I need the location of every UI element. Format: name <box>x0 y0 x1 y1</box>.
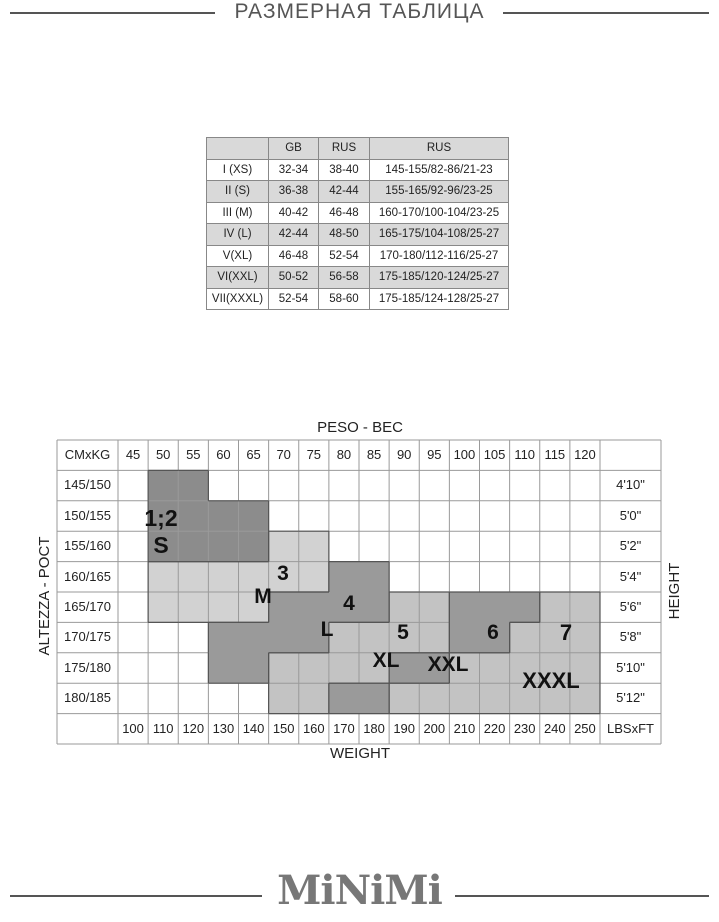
lbs-tick-label: 130 <box>212 720 235 736</box>
kg-tick-label: 70 <box>276 447 291 462</box>
ft-tick-label: 5'12" <box>616 690 645 706</box>
ft-tick-label: 5'4" <box>619 568 642 584</box>
ft-tick-label: 5'2" <box>619 538 642 554</box>
size-table-cell: 46-48 <box>269 245 319 267</box>
size-table-header-cell: RUS <box>370 138 509 160</box>
lbs-tick-label: 140 <box>242 720 265 736</box>
cm-tick-label: 155/160 <box>64 538 111 554</box>
lbs-tick-label: 220 <box>483 720 506 736</box>
lbs-tick-label: 150 <box>272 720 295 736</box>
size-table-cell: 36-38 <box>269 181 319 203</box>
ft-tick-label: 5'6" <box>619 599 642 614</box>
kg-tick-label: 75 <box>306 447 322 462</box>
size-table-cell: 42-44 <box>269 224 319 246</box>
size-table-cell: 56-58 <box>319 267 370 289</box>
kg-tick-label: 85 <box>366 447 382 462</box>
size-table-cell: 32-34 <box>269 159 319 181</box>
x-axis-label: WEIGHT <box>330 745 390 762</box>
size-zone-name: XXL <box>427 653 469 676</box>
chart-title: PESO - BEC <box>317 419 403 436</box>
size-table-cell: 52-54 <box>269 288 319 310</box>
corner-label-cmxkg: CMxKG <box>64 447 111 462</box>
size-table-cell: 170-180/112-116/25-27 <box>370 245 509 267</box>
size-table-cell: 165-175/104-108/25-27 <box>370 224 509 246</box>
size-table-cell: III (M) <box>207 202 269 224</box>
ft-tick-label: 5'0" <box>619 507 642 523</box>
lbs-tick-label: 120 <box>182 720 205 736</box>
kg-tick-label: 100 <box>453 447 476 462</box>
lbs-tick-label: 180 <box>363 720 385 736</box>
lbs-tick-label: 110 <box>152 720 174 736</box>
size-table-cell: VI(XXL) <box>207 267 269 289</box>
kg-tick-label: 80 <box>336 447 352 462</box>
cm-tick-label: 165/170 <box>64 599 111 614</box>
kg-tick-label: 60 <box>216 447 231 462</box>
corner-label-lbsxft: LBSxFT <box>607 720 654 736</box>
kg-tick-label: 120 <box>574 447 596 462</box>
size-zone-name: L <box>320 618 334 641</box>
kg-tick-label: 95 <box>427 447 442 462</box>
size-table-cell: V(XL) <box>207 245 269 267</box>
size-zone-number: 4 <box>343 592 355 615</box>
size-zone-number: 5 <box>397 621 409 644</box>
kg-tick-label: 65 <box>246 447 261 462</box>
size-table-cell: 46-48 <box>319 202 370 224</box>
size-table-cell: 155-165/92-96/23-25 <box>370 181 509 203</box>
cm-tick-label: 145/150 <box>64 477 111 493</box>
size-table-cell: VII(XXXL) <box>207 288 269 310</box>
lbs-tick-label: 200 <box>423 720 446 736</box>
lbs-tick-label: 170 <box>333 720 355 736</box>
cm-tick-label: 150/155 <box>64 507 111 523</box>
brand-logo: MiNiMi <box>277 867 442 914</box>
size-zone-number: 3 <box>277 562 289 585</box>
cm-tick-label: 180/185 <box>64 690 111 706</box>
size-table-header-cell: RUS <box>319 138 370 160</box>
page-title: РАЗМЕРНАЯ ТАБЛИЦА <box>234 0 485 23</box>
kg-tick-label: 110 <box>514 447 536 462</box>
ft-tick-label: 4'10" <box>616 477 645 493</box>
size-zone-name: M <box>254 585 272 608</box>
lbs-tick-label: 230 <box>513 720 536 736</box>
kg-tick-label: 50 <box>155 447 171 462</box>
lbs-tick-label: 100 <box>122 720 144 736</box>
size-zone-name: XXXL <box>522 668 580 693</box>
size-table-cell: 38-40 <box>319 159 370 181</box>
size-table-cell: 175-185/124-128/25-27 <box>370 288 509 310</box>
size-table-cell: II (S) <box>207 181 269 203</box>
size-zone-5 <box>449 592 539 622</box>
size-zone-name: XL <box>372 649 400 672</box>
kg-tick-label: 90 <box>396 447 412 462</box>
kg-tick-label: 55 <box>186 447 201 462</box>
size-table-cell: I (XS) <box>207 159 269 181</box>
lbs-tick-label: 190 <box>393 720 416 736</box>
size-table-header-cell: GB <box>269 138 319 160</box>
ft-tick-label: 5'10" <box>616 659 645 675</box>
size-table-cell: 58-60 <box>319 288 370 310</box>
y-axis-label-left: ALTEZZA - POCT <box>36 536 53 656</box>
ft-tick-label: 5'8" <box>619 629 642 645</box>
size-zone-number: 7 <box>559 620 573 645</box>
size-table-cell: 175-185/120-124/25-27 <box>370 267 509 289</box>
size-table-cell: 40-42 <box>269 202 319 224</box>
kg-tick-label: 105 <box>483 447 506 462</box>
lbs-tick-label: 210 <box>453 720 476 736</box>
lbs-tick-label: 240 <box>543 720 566 736</box>
lbs-tick-label: 250 <box>574 720 596 736</box>
size-table-cell: 50-52 <box>269 267 319 289</box>
lbs-tick-label: 160 <box>302 720 325 736</box>
size-zone-name: S <box>153 532 169 558</box>
size-table-cell: 160-170/100-104/23-25 <box>370 202 509 224</box>
kg-tick-label: 45 <box>125 447 141 462</box>
size-table-cell: 52-54 <box>319 245 370 267</box>
size-zone-number: 6 <box>487 621 499 644</box>
y-axis-label-right: HEIGHT <box>666 562 683 620</box>
cm-tick-label: 160/165 <box>64 568 111 584</box>
size-table-cell: 145-155/82-86/21-23 <box>370 159 509 181</box>
cm-tick-label: 170/175 <box>64 629 111 645</box>
cm-tick-label: 175/180 <box>64 659 111 675</box>
footer-line-right <box>455 895 709 897</box>
size-table-cell: 48-50 <box>319 224 370 246</box>
kg-tick-label: 115 <box>544 447 566 462</box>
size-table-cell: IV (L) <box>207 224 269 246</box>
size-table-cell: 42-44 <box>319 181 370 203</box>
size-zone-number: 1;2 <box>144 505 178 531</box>
